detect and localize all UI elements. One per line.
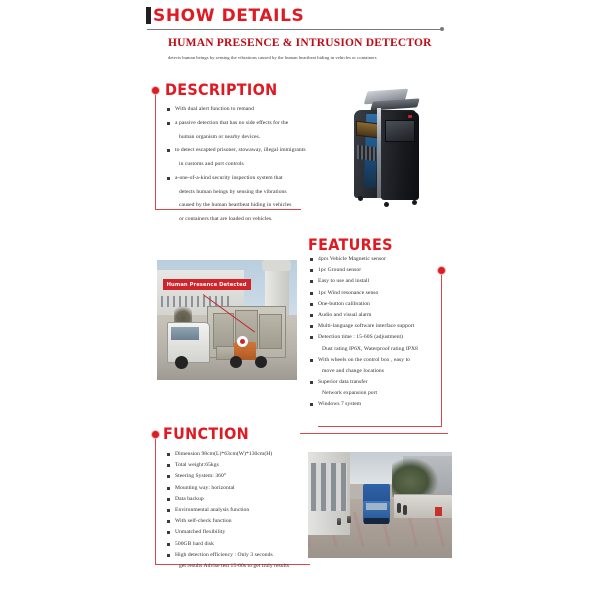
- list-item: Audio and visual alarm: [309, 310, 451, 321]
- list-item: or containers that are loaded on vehicles.: [179, 216, 273, 223]
- truck-wheel: [230, 356, 242, 368]
- cargo-crate: [213, 313, 234, 349]
- features-heading: FEATURES: [308, 235, 393, 254]
- list-item: Dimension 98cm(L)*63cm(W)*130cm(H): [166, 449, 321, 460]
- list-item: 500GB hard disk: [166, 539, 321, 550]
- product-subtitle: detects human beings by sensing the vibrations caused by the human heartbeat hiding in vehicles or containers: [168, 55, 377, 60]
- list-item: a passive detection that has no side effects for the: [166, 118, 316, 129]
- cargo-crate: [259, 314, 281, 349]
- header-divider: [147, 29, 443, 30]
- list-item: to detect escapted prisoner, stowaway, illegal immigrants: [166, 145, 316, 156]
- product-device-photo: [332, 84, 450, 210]
- device-control-panel: [356, 121, 378, 139]
- device-indicator-led: [408, 115, 412, 118]
- truck-windshield: [171, 327, 199, 340]
- page-title: SHOW DETAILS: [153, 6, 305, 26]
- traffic-cone: [347, 516, 351, 523]
- list-item: High detection efficiency : Only 3 seconds: [166, 550, 321, 561]
- description-frame-left: [155, 95, 156, 210]
- truck-detection-photo: [157, 260, 297, 380]
- detection-target-marker: [237, 336, 248, 347]
- device-wheel: [412, 200, 417, 205]
- description-dot-marker: [151, 86, 160, 95]
- list-item: human organism or nearby devices.: [179, 133, 261, 140]
- list-item: Detection time : 15-60S (adjustment): [309, 332, 451, 343]
- blue-truck-windshield: [366, 503, 388, 510]
- list-item: Superior data transfer: [309, 377, 451, 388]
- person-figure: [397, 503, 401, 513]
- device-vents: [357, 145, 376, 161]
- photo-tower-top: [262, 260, 291, 271]
- list-item: 1pc Wind resonance senso: [309, 288, 451, 299]
- truck-wheel: [255, 356, 267, 368]
- list-item: caused by the human heartbeat hiding in vehicles: [179, 202, 292, 209]
- description-list: [166, 104, 316, 228]
- photo-left-windows: [311, 463, 347, 512]
- list-item: get results Advise test 15-60s to get truly results: [179, 562, 290, 569]
- list-item: Total weight:65kgs: [166, 460, 321, 471]
- list-item: Windows 7 system: [309, 399, 451, 410]
- traffic-cone: [337, 518, 341, 525]
- list-item: 1pc Ground sensor: [309, 265, 451, 276]
- list-item: Multi-language software interface support: [309, 321, 451, 332]
- list-item: move and change locations: [322, 367, 384, 374]
- description-heading: DESCRIPTION: [165, 80, 278, 99]
- list-item: detects human beings by sensing the vibrations: [179, 188, 287, 195]
- list-item: With self-check function: [166, 516, 321, 527]
- detection-banner-label: Human Presence Detected: [163, 279, 251, 290]
- list-item: Easy to use and install: [309, 276, 451, 287]
- list-item: Dust rating IP6X, Waterproof rating IPX8: [322, 345, 418, 352]
- list-item: One-button calibration: [309, 299, 451, 310]
- features-frame-bottom: [318, 426, 442, 427]
- inspection-equipment: [435, 507, 442, 516]
- device-display: [385, 120, 415, 142]
- function-list: [166, 449, 321, 572]
- header-accent-bar: [146, 7, 151, 24]
- device-wheel: [358, 196, 363, 201]
- list-item: With wheels on the control box , easy to: [309, 355, 451, 366]
- function-frame-left: [155, 439, 156, 565]
- list-item: a-one-of-a-kind security inspection system that: [166, 173, 316, 184]
- device-wheel: [384, 202, 389, 207]
- function-dot-marker: [151, 430, 160, 439]
- person-figure: [403, 505, 407, 515]
- list-item: Environmental analysis function: [166, 505, 321, 516]
- list-item: in customs and port controls: [179, 161, 244, 168]
- list-item: Steering System: 360°: [166, 471, 321, 482]
- list-item: Data backup: [166, 494, 321, 505]
- list-item: Mounting way: horizontal: [166, 483, 321, 494]
- photo-trees: [392, 458, 438, 496]
- list-item: Network expansion port: [322, 390, 378, 397]
- list-item: With dual alert function to remand: [166, 104, 316, 115]
- function-frame-top-right: [300, 433, 448, 434]
- street-inspection-photo: [308, 452, 452, 558]
- blue-truck-bumper: [364, 518, 388, 524]
- list-item: 4pcs Vehicle Magnetic sensor: [309, 254, 451, 265]
- product-title: HUMAN PRESENCE & INTRUSION DETECTOR: [168, 37, 432, 49]
- features-dot-marker: [437, 266, 446, 275]
- list-item: Unmatched flexibility: [166, 527, 321, 538]
- features-list: [309, 254, 451, 411]
- header-divider-endpoint: [440, 27, 444, 31]
- function-heading: FUNCTION: [163, 424, 249, 443]
